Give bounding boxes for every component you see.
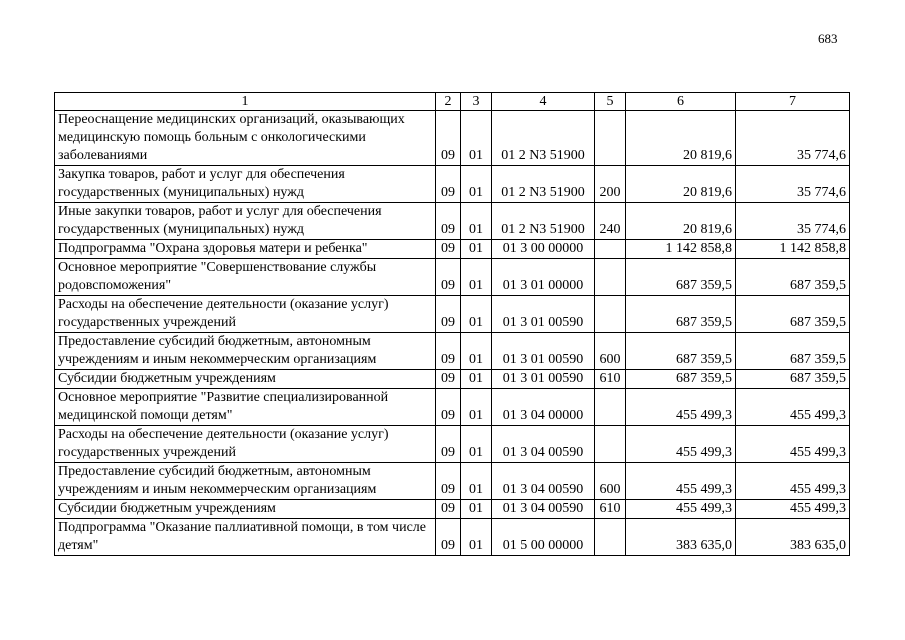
cell-name: Иные закупки товаров, работ и услуг для обеспечения государственных (муниципальных) нужд — [55, 203, 436, 240]
cell-expense-type: 240 — [595, 203, 626, 240]
cell-subsection: 01 — [461, 333, 492, 370]
cell-amount-year2: 687 359,5 — [736, 296, 850, 333]
table-row — [55, 370, 850, 389]
cell-amount-year1: 687 359,5 — [626, 333, 736, 370]
table-row — [55, 240, 850, 259]
cell-subsection: 01 — [461, 259, 492, 296]
cell-target-article: 01 2 N3 51900 — [492, 203, 595, 240]
cell-target-article: 01 2 N3 51900 — [492, 166, 595, 203]
cell-expense-type — [595, 259, 626, 296]
cell-amount-year1: 455 499,3 — [626, 426, 736, 463]
cell-amount-year2: 455 499,3 — [736, 500, 850, 519]
cell-name: Предоставление субсидий бюджетным, автономным учреждениям и иным некоммерческим организациям — [55, 333, 436, 370]
table-row — [55, 463, 850, 500]
cell-amount-year1: 455 499,3 — [626, 389, 736, 426]
cell-subsection: 01 — [461, 500, 492, 519]
cell-name: Расходы на обеспечение деятельности (оказание услуг) государственных учреждений — [55, 426, 436, 463]
cell-expense-type: 600 — [595, 333, 626, 370]
budget-table — [54, 92, 850, 556]
table-header-row — [55, 93, 850, 111]
cell-name: Основное мероприятие "Развитие специализированной медицинской помощи детям" — [55, 389, 436, 426]
cell-amount-year2: 35 774,6 — [736, 203, 850, 240]
cell-amount-year2: 455 499,3 — [736, 426, 850, 463]
cell-amount-year1: 455 499,3 — [626, 500, 736, 519]
cell-amount-year2: 455 499,3 — [736, 463, 850, 500]
cell-target-article: 01 5 00 00000 — [492, 519, 595, 556]
cell-subsection: 01 — [461, 166, 492, 203]
cell-expense-type — [595, 426, 626, 463]
cell-amount-year1: 20 819,6 — [626, 203, 736, 240]
cell-expense-type — [595, 519, 626, 556]
cell-name: Основное мероприятие "Совершенствование службы родовспоможения" — [55, 259, 436, 296]
cell-section: 09 — [436, 389, 461, 426]
cell-amount-year2: 383 635,0 — [736, 519, 850, 556]
cell-subsection: 01 — [461, 370, 492, 389]
cell-amount-year2: 687 359,5 — [736, 259, 850, 296]
cell-section: 09 — [436, 111, 461, 166]
cell-target-article: 01 3 01 00590 — [492, 370, 595, 389]
cell-expense-type — [595, 240, 626, 259]
column-header: 6 — [626, 93, 736, 111]
cell-target-article: 01 3 01 00590 — [492, 333, 595, 370]
cell-name: Подпрограмма "Охрана здоровья матери и ребенка" — [55, 240, 436, 259]
cell-section: 09 — [436, 259, 461, 296]
cell-name: Расходы на обеспечение деятельности (оказание услуг) государственных учреждений — [55, 296, 436, 333]
cell-expense-type: 610 — [595, 370, 626, 389]
cell-section: 09 — [436, 370, 461, 389]
cell-target-article: 01 3 04 00590 — [492, 426, 595, 463]
column-header: 2 — [436, 93, 461, 111]
cell-name: Субсидии бюджетным учреждениям — [55, 500, 436, 519]
cell-subsection: 01 — [461, 240, 492, 259]
table-row — [55, 333, 850, 370]
cell-section: 09 — [436, 500, 461, 519]
column-header: 4 — [492, 93, 595, 111]
cell-name: Переоснащение медицинских организаций, оказывающих медицинскую помощь больным с онкологическими заболеваниями — [55, 111, 436, 166]
column-header: 1 — [55, 93, 436, 111]
cell-expense-type: 610 — [595, 500, 626, 519]
table-row — [55, 111, 850, 166]
cell-amount-year2: 35 774,6 — [736, 166, 850, 203]
cell-amount-year2: 687 359,5 — [736, 370, 850, 389]
column-header: 5 — [595, 93, 626, 111]
table-row — [55, 426, 850, 463]
cell-section: 09 — [436, 166, 461, 203]
table-row — [55, 166, 850, 203]
cell-name: Субсидии бюджетным учреждениям — [55, 370, 436, 389]
cell-amount-year1: 20 819,6 — [626, 111, 736, 166]
table-row — [55, 259, 850, 296]
column-header: 3 — [461, 93, 492, 111]
table-row — [55, 519, 850, 556]
cell-target-article: 01 3 01 00000 — [492, 259, 595, 296]
cell-target-article: 01 3 04 00590 — [492, 463, 595, 500]
cell-section: 09 — [436, 426, 461, 463]
cell-amount-year1: 455 499,3 — [626, 463, 736, 500]
cell-amount-year1: 20 819,6 — [626, 166, 736, 203]
cell-subsection: 01 — [461, 463, 492, 500]
cell-expense-type: 600 — [595, 463, 626, 500]
table-row — [55, 296, 850, 333]
cell-name: Предоставление субсидий бюджетным, автономным учреждениям и иным некоммерческим организациям — [55, 463, 436, 500]
cell-section: 09 — [436, 463, 461, 500]
cell-name: Подпрограмма "Оказание паллиативной помощи, в том числе детям" — [55, 519, 436, 556]
cell-amount-year1: 687 359,5 — [626, 259, 736, 296]
table-row — [55, 500, 850, 519]
cell-expense-type: 200 — [595, 166, 626, 203]
cell-expense-type — [595, 111, 626, 166]
cell-name: Закупка товаров, работ и услуг для обеспечения государственных (муниципальных) нужд — [55, 166, 436, 203]
cell-amount-year1: 687 359,5 — [626, 370, 736, 389]
cell-amount-year2: 687 359,5 — [736, 333, 850, 370]
cell-amount-year2: 1 142 858,8 — [736, 240, 850, 259]
cell-target-article: 01 3 04 00590 — [492, 500, 595, 519]
cell-target-article: 01 2 N3 51900 — [492, 111, 595, 166]
cell-amount-year2: 35 774,6 — [736, 111, 850, 166]
cell-subsection: 01 — [461, 426, 492, 463]
cell-expense-type — [595, 296, 626, 333]
cell-subsection: 01 — [461, 296, 492, 333]
cell-target-article: 01 3 00 00000 — [492, 240, 595, 259]
cell-section: 09 — [436, 519, 461, 556]
cell-amount-year1: 1 142 858,8 — [626, 240, 736, 259]
cell-subsection: 01 — [461, 111, 492, 166]
cell-target-article: 01 3 01 00590 — [492, 296, 595, 333]
page-number: 683 — [818, 31, 838, 46]
cell-section: 09 — [436, 203, 461, 240]
table-row — [55, 389, 850, 426]
cell-subsection: 01 — [461, 519, 492, 556]
cell-subsection: 01 — [461, 203, 492, 240]
cell-section: 09 — [436, 333, 461, 370]
table-body — [55, 111, 850, 556]
cell-section: 09 — [436, 240, 461, 259]
cell-amount-year1: 687 359,5 — [626, 296, 736, 333]
cell-expense-type — [595, 389, 626, 426]
cell-section: 09 — [436, 296, 461, 333]
cell-target-article: 01 3 04 00000 — [492, 389, 595, 426]
cell-amount-year2: 455 499,3 — [736, 389, 850, 426]
column-header: 7 — [736, 93, 850, 111]
table-row — [55, 203, 850, 240]
cell-subsection: 01 — [461, 389, 492, 426]
cell-amount-year1: 383 635,0 — [626, 519, 736, 556]
